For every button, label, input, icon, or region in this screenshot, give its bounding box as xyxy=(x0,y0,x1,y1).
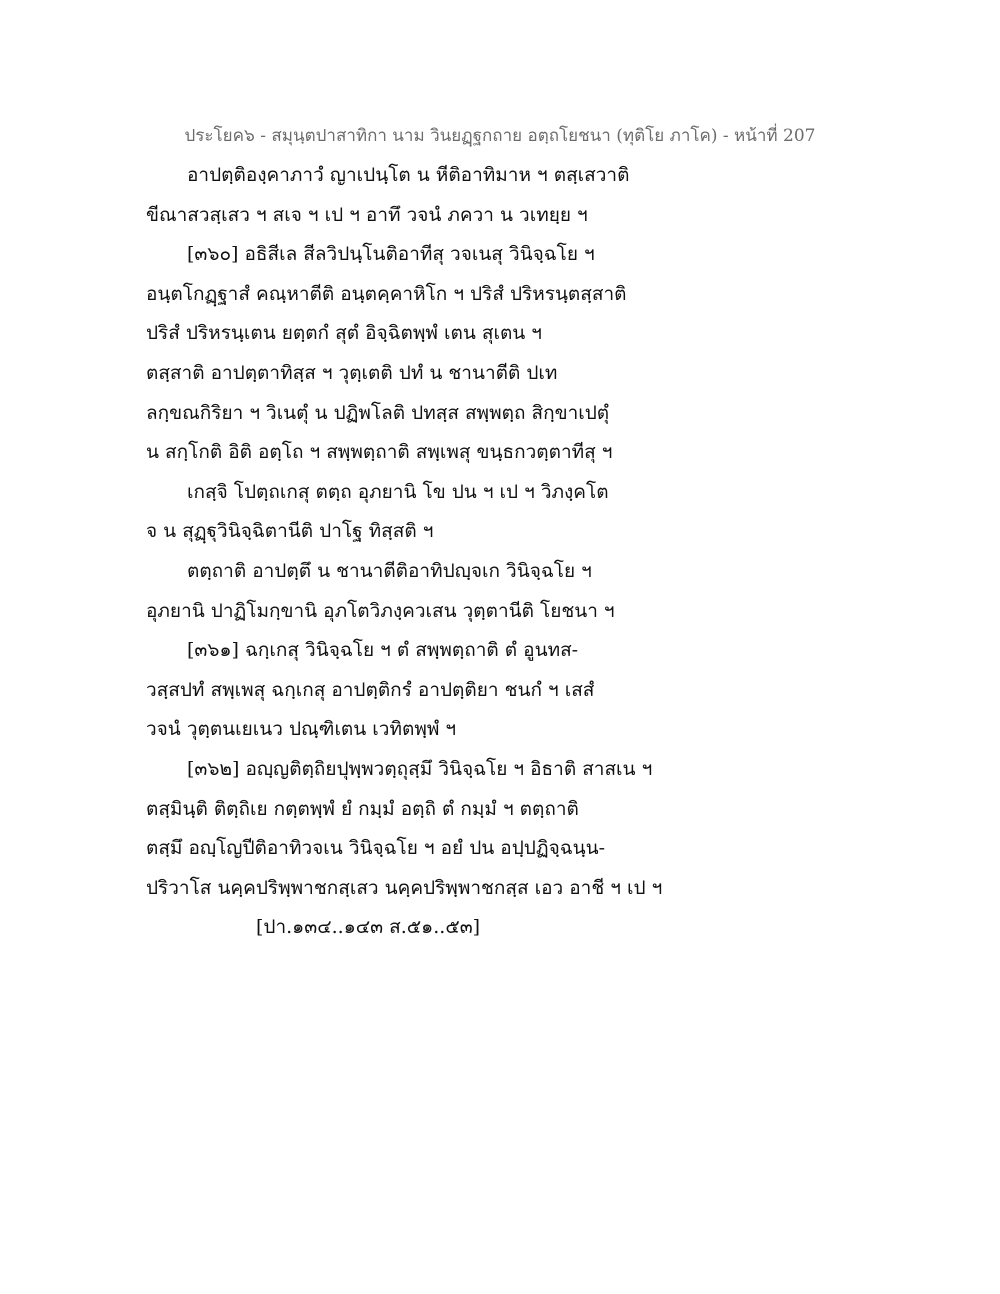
text-line: ตสฺมึ อญฺโญปีติอาทิวจเน วินิจฺฉโย ฯ อยํ ปน อปฺปฏิจฺฉนฺน- xyxy=(146,837,606,860)
text-line: [๓๖๑] ฉกฺเกสุ วินิจฺฉโย ฯ ตํ สพฺพตฺถาติ ตํ อูนทส- xyxy=(187,639,579,662)
text-line: ตตฺถาติ อาปตฺตึ น ชานาตีติอาทิปญฺจเก วินิจฺฉโย ฯ xyxy=(187,559,592,582)
text-line: ลกฺขณกิริยา ฯ วิเนตุํ น ปฏิพโลติ ปทสฺส สพฺพตฺถ สิกฺขาเปตุํ xyxy=(146,401,610,424)
text-line: น สกฺโกติ อิติ อตฺโถ ฯ สพฺพตฺถาติ สพฺเพสุ ขนฺธกวตฺตาทีสุ ฯ xyxy=(146,441,613,464)
text-line: อาปตฺติองฺคาภาวํ ญาเปนฺโต น หีติอาทิมาห ฯ ตสฺเสวาติ xyxy=(187,164,630,186)
text-line: วจนํ วุตฺตนเยเนว ปณฺฑิเตน เวทิตพฺพํ ฯ xyxy=(146,718,457,741)
page-reference: [ปา.๑๓๔..๑๔๓ ส.๕๑..๕๓] xyxy=(256,916,481,939)
text-line: [๓๖๒] อญฺญติตฺถิยปุพฺพวตฺถุสฺมึ วินิจฺฉโย ฯ อิธาติ สาสเน ฯ xyxy=(187,757,653,780)
text-line: ปริสํ ปริหรนฺเตน ยตฺตกํ สุตํ อิจฺฉิตพฺพํ เตน สุเตน ฯ xyxy=(146,322,542,345)
text-line: ตสฺสาติ อาปตฺตาทิสฺส ฯ วุตฺเตติ ปทํ น ชานาตีติ ปเท xyxy=(146,361,558,384)
text-line: ขีณาสวสฺเสว ฯ สเจ ฯ เป ฯ อาทึ วจนํ ภควา น วเทยฺย ฯ xyxy=(146,203,588,226)
page-body xyxy=(146,160,866,952)
text-line: [๓๖๐] อธิสีเล สีลวิปนฺโนติอาทีสุ วจเนสุ วินิจฺฉโย ฯ xyxy=(187,243,595,266)
text-line: ตสฺมินฺติ ติตฺถิเย กตฺตพฺพํ ยํ กมฺมํ อตฺถิ ตํ กมฺมํ ฯ ตตฺถาติ xyxy=(146,797,579,820)
text-line: จ น สุฏฺฐุวินิจฺฉิตานีติ ปาโฐ ทิสฺสติ ฯ xyxy=(146,520,434,543)
text-line: อุภยานิ ปาฏิโมกฺขานิ อุภโตวิภงฺควเสน วุตฺตานีติ โยชนา ฯ xyxy=(146,599,615,622)
running-header: ประโยค๖ - สมุนฺตปาสาทิกา นาม วินยฏฺฐกถาย อตฺถโยชนา (ทุติโย ภาโค) - หน้าที่ 207 xyxy=(184,126,816,146)
text-line: ปริวาโส นคฺคปริพฺพาชกสฺเสว นคฺคปริพฺพาชกสฺส เอว อาชี ฯ เป ฯ xyxy=(146,876,663,899)
text-line: อนฺตโกฏฺฐาสํ คณฺหาตีติ อนฺตคฺคาหิโก ฯ ปริสํ ปริหรนฺตสฺสาติ xyxy=(146,282,627,305)
text-line: เกสฺจิ โปตฺถเกสุ ตตฺถ อุภยานิ โข ปน ฯ เป ฯ วิภงฺคโต xyxy=(187,480,609,503)
text-line: วสฺสปทํ สพฺเพสุ ฉกฺเกสุ อาปตฺติกรํ อาปตฺติยา ชนกํ ฯ เสสํ xyxy=(146,678,595,701)
